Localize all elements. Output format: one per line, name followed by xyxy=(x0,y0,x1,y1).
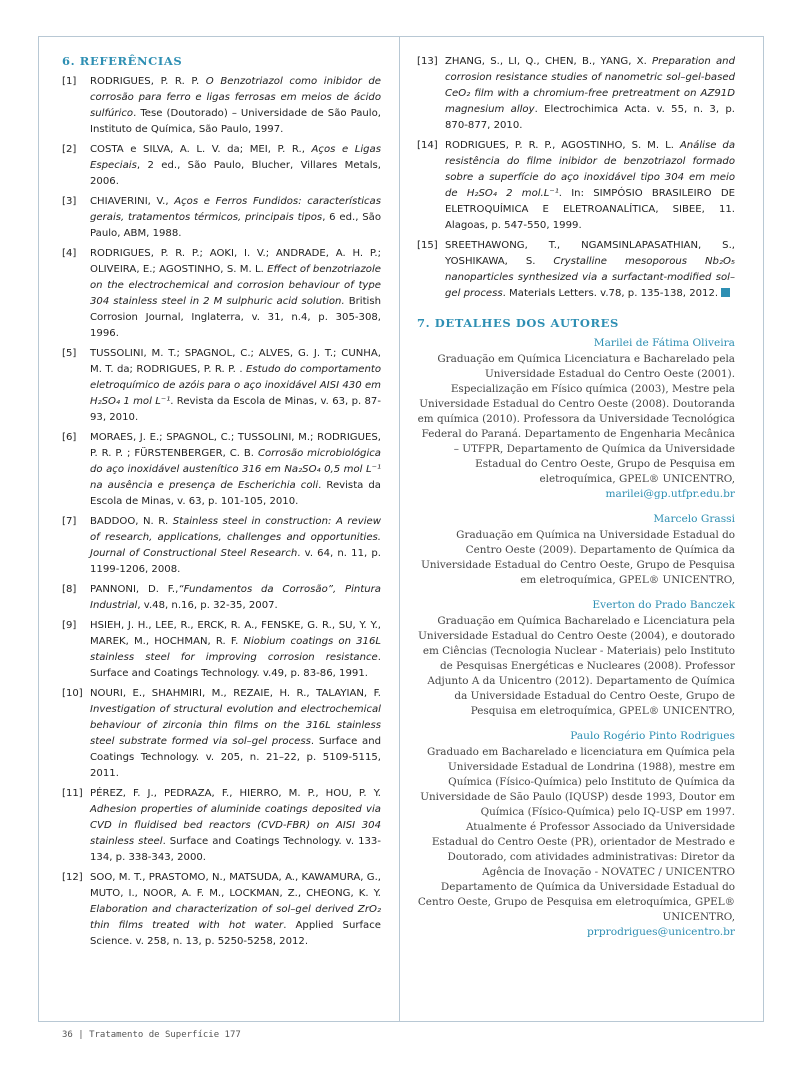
reference-source: . In: SIMPÓSIO BRASILEIRO DE ELETROQUÍMICA E ELETROANALÍTICA, SIBEE, 11. Alagoas, p. 547-550, 1999. xyxy=(445,188,735,231)
authors-section xyxy=(417,316,735,940)
reference-source: . Surface and Coatings Technology. v.49, p. 83-86, 1991. xyxy=(90,652,381,679)
reference-source: , 6 ed., São Paulo, ABM, 1988. xyxy=(90,212,381,239)
reference-source: . v. 64, n. 11, p. 1199-1206, 2008. xyxy=(90,548,381,575)
reference-number: [8] xyxy=(62,584,77,595)
reference-list-right xyxy=(417,54,735,302)
reference-authors: RODRIGUES, P. R. P., AGOSTINHO, S. M. L. xyxy=(445,140,680,151)
author-bio: Graduação em Química Bacharelado e Licenciatura pela Universidade Estadual do Centro Oeste (2004), e doutorado em Ciências (Tecnologia Nuclear - Materiais) pelo Instituto de Pesquisas Energéticas e Nucleares (2008). Professor Adjunto A da Unicentro (2012). Departamento de Química da Universidade Estadual do Centro Oeste, Grupo de Pesquisa em eletroquímica, GPEL® UNICENTRO, xyxy=(418,615,735,717)
reference-item xyxy=(62,246,381,342)
reference-authors: CHIAVERINI, V., xyxy=(90,196,175,207)
reference-title: Stainless steel in construction: A review of research, applications, challenges and opportunities. Journal of Constructional Steel Research xyxy=(90,516,381,559)
reference-item xyxy=(62,786,381,866)
author-bio: Graduação em Química na Universidade Estadual do Centro Oeste (2009). Departamento de Química da Universidade Estadual do Centro Oeste, Grupo de Pesquisa em eletroquímica, GPEL® UNICENTRO, xyxy=(421,529,735,586)
reference-item xyxy=(62,870,381,950)
reference-text xyxy=(90,346,381,426)
reference-number: [3] xyxy=(62,196,77,207)
reference-text xyxy=(90,786,381,866)
authors-heading: 7. DETALHES DOS AUTORES xyxy=(417,316,619,330)
reference-number: [1] xyxy=(62,76,77,87)
reference-text xyxy=(445,54,735,134)
reference-authors: TUSSOLINI, M. T.; SPAGNOL, C.; ALVES, G. J. T.; CUNHA, M. T. da; RODRIGUES, P. R. P. . xyxy=(90,348,381,375)
reference-source: British Corrosion Journal, Inglaterra, v. 31, n.4, p. 305-308, 1996. xyxy=(90,296,381,339)
reference-source: . Revista da Escola de Minas, v. 63, p. 101-105, 2010. xyxy=(90,480,381,507)
reference-text xyxy=(90,246,381,342)
reference-title: Niobium coatings on 316L stainless steel for improving corrosion resistance xyxy=(90,636,381,663)
reference-source: . Surface and Coatings Technology. v. 205, n. 21–22, p. 5109-5115, 2011. xyxy=(90,736,381,779)
author-name: Marcelo Grassi xyxy=(653,513,735,525)
reference-list-left xyxy=(62,74,381,950)
reference-item xyxy=(62,194,381,242)
reference-title: Preparation and corrosion resistance studies of nanometric sol–gel-based CeO₂ film with a chromium-free pretreatment on AZ91D magnesium alloy xyxy=(445,56,735,115)
author-email-link[interactable]: marilei@gp.utfpr.edu.br xyxy=(605,488,735,500)
reference-authors: NOURI, E., SHAHMIRI, M., REZAIE, H. R., TALAYIAN, F. xyxy=(90,688,381,699)
reference-authors: SREETHAWONG, T., NGAMSINLAPASATHIAN, S., YOSHIKAWA, S. xyxy=(445,240,735,267)
column-divider xyxy=(399,37,400,1021)
reference-number: [5] xyxy=(62,348,77,359)
reference-item xyxy=(62,686,381,782)
author-block xyxy=(417,512,735,588)
reference-authors: PANNONI, D. F., xyxy=(90,584,179,595)
author-email-link[interactable]: prprodrigues@unicentro.br xyxy=(587,926,735,938)
reference-authors: RODRIGUES, P. R. P.; AOKI, I. V.; ANDRADE, A. H. P.; OLIVEIRA, E.; AGOSTINHO, S. M. L. xyxy=(90,248,381,275)
right-column xyxy=(417,54,735,950)
reference-title: “Fundamentos da Corrosão”, Pintura Industrial xyxy=(90,584,381,611)
reference-authors: RODRIGUES, P. R. P. xyxy=(90,76,206,87)
reference-number: [13] xyxy=(417,56,438,67)
reference-authors: MORAES, J. E.; SPAGNOL, C.; TUSSOLINI, M.; RODRIGUES, P. R. P. ; FÜRSTENBERGER, C. B. xyxy=(90,432,381,459)
author-bio: Graduação em Química Licenciatura e Bacharelado pela Universidade Estadual do Centro Oeste (2001). Especialização em Físico química (2003), Mestre pela Universidade Estadual do Centro Oeste (2008). Doutoranda em química (2010). Professora da Universidade Tecnológica Federal do Paraná. Departamento de Engenharia Mecânica – UTFPR, Departamento de Química da Universidade Estadual do Centro Oeste, Grupo de Pesquisa em eletroquímica, GPEL® UNICENTRO, xyxy=(417,353,735,485)
author-block xyxy=(417,336,735,502)
reference-text xyxy=(90,582,381,614)
reference-number: [11] xyxy=(62,788,83,799)
reference-source: . Applied Surface Science. v. 258, n. 13, p. 5250-5258, 2012. xyxy=(90,920,382,947)
author-block xyxy=(417,598,735,719)
reference-text xyxy=(90,686,381,782)
reference-text xyxy=(90,194,381,242)
reference-number: [14] xyxy=(417,140,438,151)
reference-title: O Benzotriazol como inibidor de corrosão para ferro e ligas ferrosas em meios de ácido sulfúrico xyxy=(90,76,381,119)
reference-title: Estudo do comportamento eletroquímico de azóis para o aço inoxidável AISI 430 em H₂SO₄ 1 mol L⁻¹ xyxy=(90,364,381,407)
reference-text xyxy=(445,138,735,234)
reference-item xyxy=(417,138,735,234)
reference-title: Aços e Ferros Fundidos: características gerais, tratamentos térmicos, principais tipos xyxy=(90,196,381,223)
reference-item xyxy=(62,142,381,190)
reference-number: [12] xyxy=(62,872,83,883)
reference-item xyxy=(62,74,381,138)
reference-authors: PÉREZ, F. J., PEDRAZA, F., HIERRO, M. P., HOU, P. Y. xyxy=(90,788,381,799)
page-footer: 36 | Tratamento de Superfície 177 xyxy=(62,1030,241,1040)
end-of-article-marker xyxy=(721,288,730,297)
reference-authors: BADDOO, N. R. xyxy=(90,516,173,527)
reference-title: Crystalline mesoporous Nb₂O₅ nanoparticles synthesized via a surfactant-modified sol–gel process xyxy=(445,256,735,299)
author-bio: Graduado em Bacharelado e licenciatura em Química pela Universidade Estadual de Londrina (1988), mestre em Química (Físico-Química) pelo Instituto de Química da Universidade de São Paulo (IQUSP) desde 1993, Doutor em Química (Físico-Química) pelo IQ-USP em 1997. Atualmente é Professor Associado da Universidade Estadual do Centro Oeste (PR), orientador de Mestrado e Doutorado, com atividades administrativas: Diretor da Agência de Inovação - NOVATEC / UNICENTRO Departamento de Química da Universidade Estadual do Centro Oeste, Grupo de Pesquisa em eletroquímica, GPEL® UNICENTRO, xyxy=(417,746,735,923)
reference-title: Aços e Ligas Especiais xyxy=(90,144,381,171)
reference-title: Análise da resistência do filme inibidor de benzotriazol formado sobre a superfície do aço inoxidável tipo 304 em meio de H₂SO₄ 2 mol.L⁻¹ xyxy=(445,140,735,199)
reference-item xyxy=(62,582,381,614)
author-name: Everton do Prado Banczek xyxy=(592,599,735,611)
author-list xyxy=(417,336,735,940)
reference-text xyxy=(90,74,381,138)
reference-text xyxy=(90,870,381,950)
reference-title: Investigation of structural evolution and electrochemical behaviour of zirconia thin films on the 316L stainless steel substrate formed via sol–gel process xyxy=(90,704,381,747)
reference-source: . Materials Letters. v.78, p. 135-138, 2012. xyxy=(502,288,719,299)
reference-text xyxy=(90,618,381,682)
reference-text xyxy=(90,430,381,510)
reference-authors: COSTA e SILVA, A. L. V. da; MEI, P. R., xyxy=(90,144,312,155)
reference-number: [10] xyxy=(62,688,83,699)
reference-item xyxy=(62,514,381,578)
reference-title: Corrosão microbiológica do aço inoxidável austenítico 316 em Na₂SO₄ 0,5 mol L⁻¹ na ausência e presença de Escherichia coli xyxy=(90,448,381,491)
reference-authors: HSIEH, J. H., LEE, R., ERCK, R. A., FENSKE, G. R., SU, Y. Y., MAREK, M., HOCHMAN, R. F. xyxy=(90,620,381,647)
author-block xyxy=(417,729,735,940)
reference-text xyxy=(90,514,381,578)
author-name: Paulo Rogério Pinto Rodrigues xyxy=(570,730,735,742)
reference-item xyxy=(62,430,381,510)
reference-item xyxy=(417,238,735,302)
reference-title: Elaboration and characterization of sol–gel derived ZrO₂ thin films treated with hot water xyxy=(90,904,381,931)
reference-source: . Electrochimica Acta. v. 55, n. 3, p. 870-877, 2010. xyxy=(445,104,735,131)
reference-item xyxy=(62,346,381,426)
reference-text xyxy=(90,142,381,190)
reference-text xyxy=(445,238,735,302)
reference-authors: SOO, M. T., PRASTOMO, N., MATSUDA, A., KAWAMURA, G., MUTO, I., NOOR, A. F. M., LOCKMAN, Z., CHEONG, K. Y. xyxy=(90,872,381,899)
reference-source: . Tese (Doutorado) – Universidade de São Paulo, Instituto de Química, São Paulo, 1997. xyxy=(90,108,381,135)
reference-source: , v.48, n.16, p. 32-35, 2007. xyxy=(137,600,278,611)
author-name: Marilei de Fátima Oliveira xyxy=(593,337,735,349)
reference-title: Effect of benzotriazole on the electrochemical and corrosion behaviour of type 304 stainless steel in 2 M sulphuric acid solution. xyxy=(90,264,381,307)
reference-source: . Surface and Coatings Technology. v. 133-134, p. 338-343, 2000. xyxy=(90,836,381,863)
reference-item xyxy=(417,54,735,134)
reference-number: [15] xyxy=(417,240,438,251)
reference-authors: ZHANG, S., LI, Q., CHEN, B., YANG, X. xyxy=(445,56,653,67)
reference-title: Adhesion properties of aluminide coatings deposited via CVD in fluidised bed reactors (CVD-FBR) on AISI 304 stainless steel xyxy=(90,804,381,847)
references-heading: 6. REFERÊNCIAS xyxy=(62,54,183,68)
reference-number: [9] xyxy=(62,620,77,631)
reference-number: [7] xyxy=(62,516,77,527)
reference-source: . Revista da Escola de Minas, v. 63, p. 87-93, 2010. xyxy=(90,396,381,423)
reference-number: [6] xyxy=(62,432,77,443)
reference-number: [4] xyxy=(62,248,77,259)
reference-item xyxy=(62,618,381,682)
references-column-left xyxy=(62,54,381,954)
reference-number: [2] xyxy=(62,144,77,155)
reference-source: , 2 ed., São Paulo, Blucher, Villares Metals, 2006. xyxy=(90,160,381,187)
